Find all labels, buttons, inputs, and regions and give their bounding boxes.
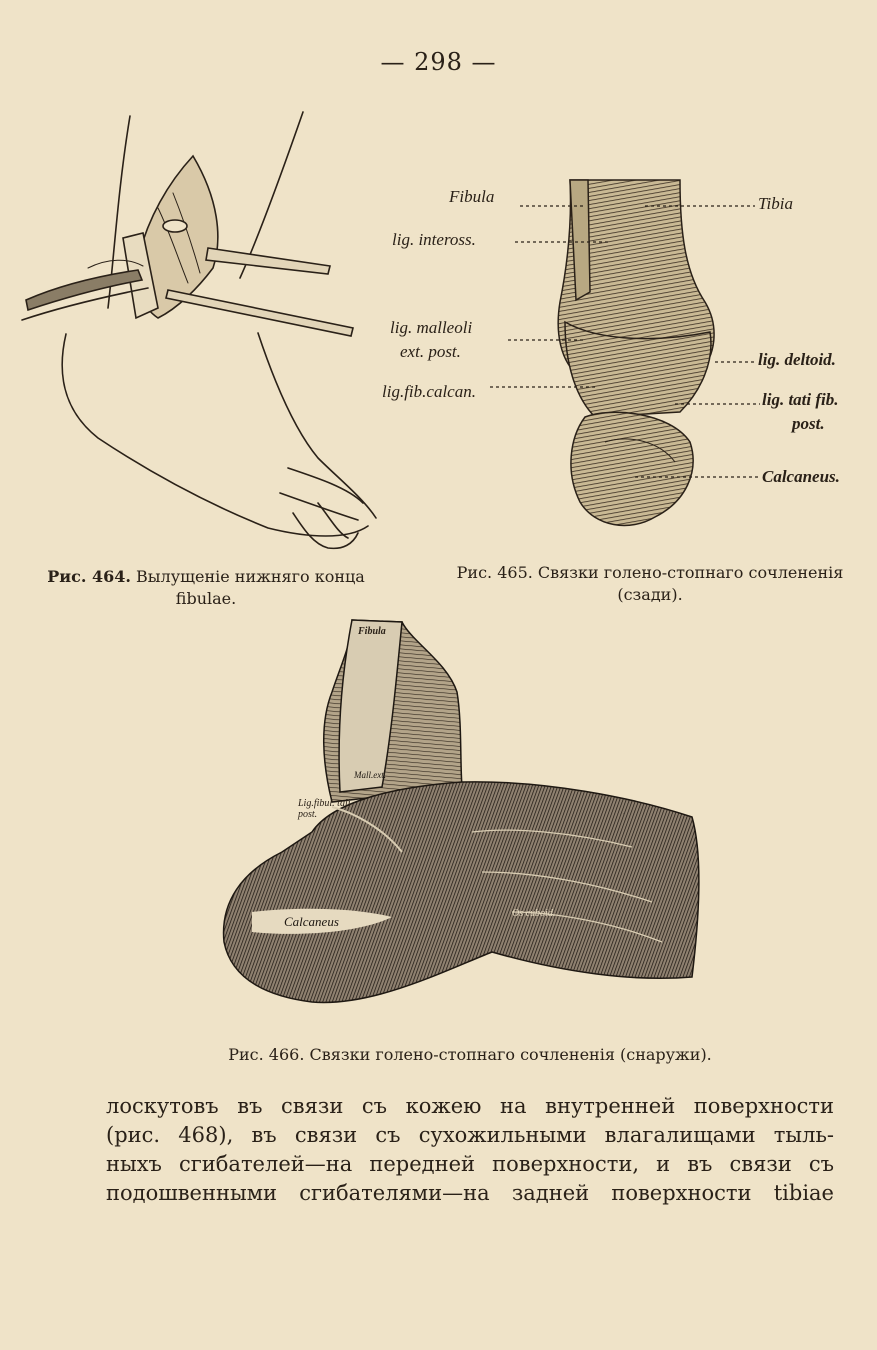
label-calcaneus: Calcaneus. (762, 467, 840, 486)
figure-464-text: Вылущеніе нижняго конца fibulae. (136, 567, 365, 608)
label-lig-deltoid: lig. deltoid. (758, 350, 836, 369)
label-tibia: Tibia (758, 194, 793, 213)
figure-464-illustration (18, 108, 388, 558)
figure-464-number: Рис. 464. (47, 567, 131, 586)
label-lig-fib-calcan: lig.fib.calcan. (382, 382, 476, 401)
figure-465-caption: Рис. 465. Связки голено-стопнаго сочлененія (сзади). (456, 563, 844, 604)
figure-465-illustration (380, 172, 875, 547)
label-lig-malleoli: lig. malleoli (390, 318, 473, 337)
figure-464-caption (22, 566, 390, 610)
body-line: ныхъ сгибателей—на передней поверхности, и въ связи съ (106, 1152, 834, 1176)
body-line: (рис. 468), въ связи съ сухожильными влагалищами тыль- (106, 1123, 834, 1147)
label-lig-inteross: lig. inteross. (392, 230, 476, 249)
body-line: лоскутовъ въ связи съ кожею на внутренней поверхности (106, 1094, 834, 1118)
label-466-fibula: Fibula (358, 626, 386, 637)
figure-466-caption: Рис. 466. Связки голено-стопнаго сочлененія (снаружи). (228, 1045, 712, 1064)
figure-466-illustration (212, 612, 706, 1032)
page-number: — 298 — (380, 48, 497, 76)
label-466-calcaneus: Calcaneus (284, 914, 339, 929)
label-lig-malleoli-post: ext. post. (400, 342, 461, 361)
label-466-lig-fib-tali: Lig.fibul. tali post. (298, 798, 351, 820)
label-lig-tati-fib-post: post. (792, 414, 825, 433)
label-lig-tati-fib: lig. tati fib. (762, 390, 839, 409)
label-466-os-cuboid: Os cuboid. (512, 908, 556, 919)
body-line: подошвенными сгибателями—на задней поверхности tibiae (106, 1181, 834, 1205)
label-fibula: Fibula (449, 187, 495, 206)
label-466-malleolus: Mall.ext. (354, 770, 386, 780)
body-paragraph (106, 1092, 834, 1208)
